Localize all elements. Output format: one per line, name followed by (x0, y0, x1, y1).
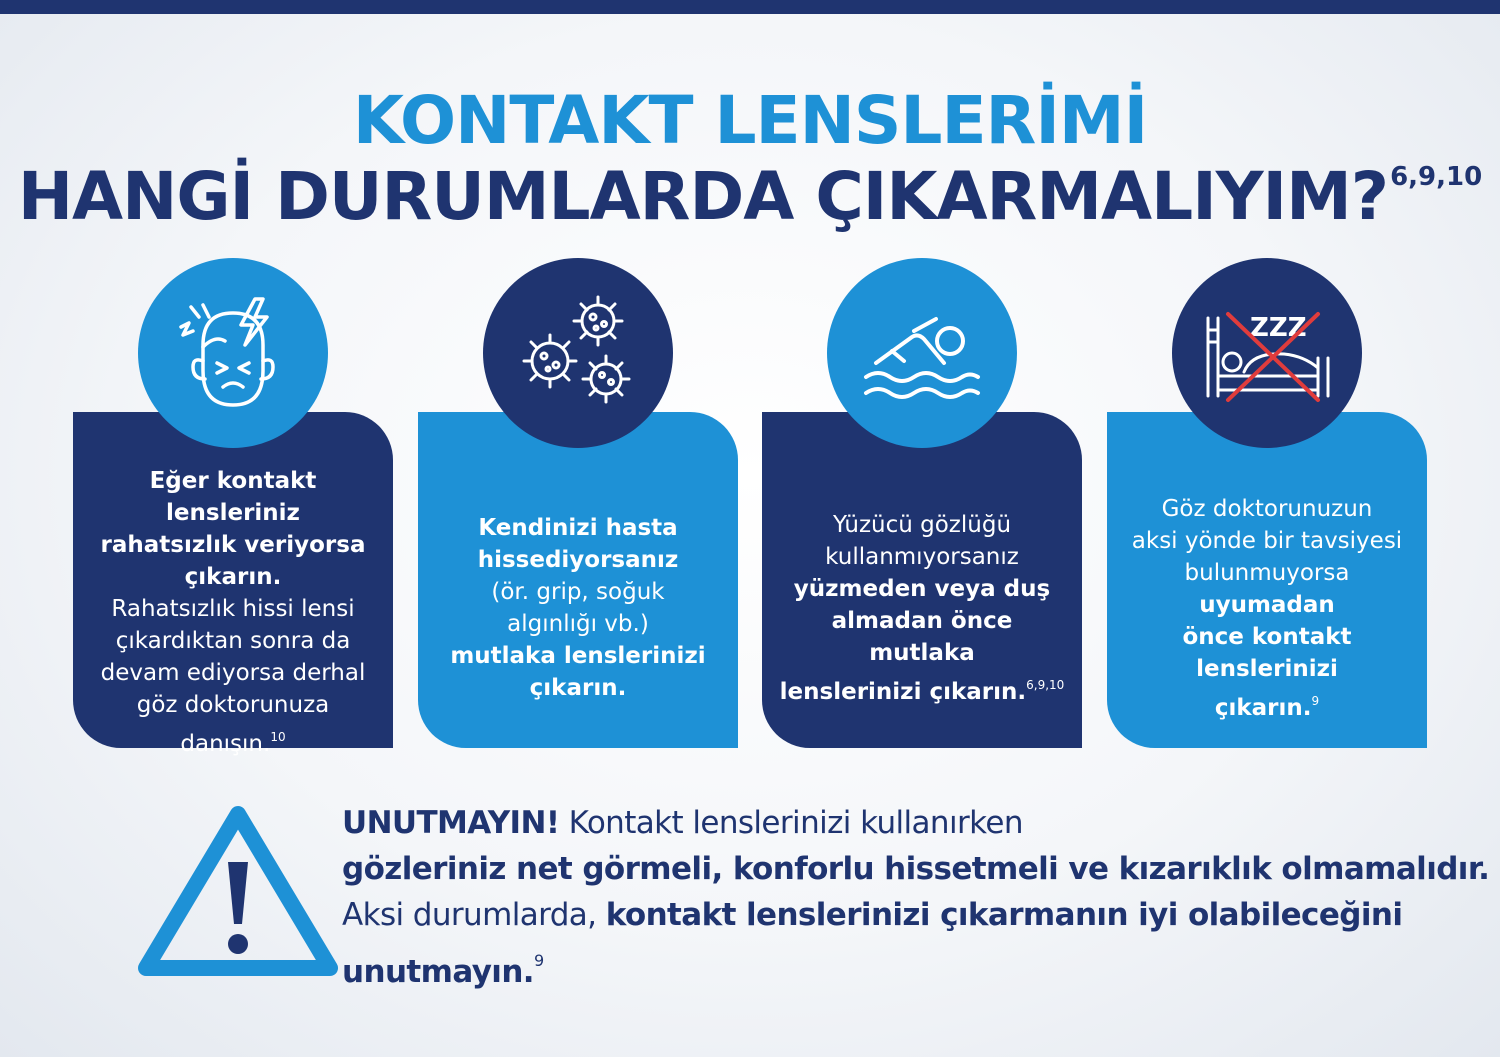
title-ref: 6,9,10 (1390, 162, 1483, 192)
card-discomfort (73, 412, 393, 757)
top-bar (0, 0, 1500, 14)
card-discomfort-text: Eğer kontakt lensleriniz rahatsızlık veriyorsa çıkarın. Rahatsızlık hissi lensi çıkardıktan sonra da devam ediyorsa derhal göz doktorunuza danışın.$^{10}$ (100, 467, 366, 757)
card-illness-text: Kendinizi hasta hissediyorsanız (ör. grip, soğuk algınlığı vb.) mutlaka lenslerinizi çıkarın. (450, 515, 706, 701)
card-sleeping-text: Göz doktorunuzun aksi yönde bir tavsiyesi bulunmuyorsa uyumadan önce kontakt lenslerinizi çıkarın.$^9$ (1131, 495, 1403, 721)
card-swimming-text: Yüzücü gözlüğü kullanmıyorsanız yüzmeden veya duş almadan önce mutlaka lenslerinizi çıkarın.$^{6,9,10}$ (779, 511, 1065, 705)
warning-lead: UNUTMAYIN! (342, 805, 560, 841)
virus-germs-icon (483, 258, 673, 448)
title-line-2: HANGİ DURUMLARDA ÇIKARMALIYIM?$^{6,9,10}$ (17, 158, 1483, 235)
card-illness (418, 412, 738, 748)
title-line-1: KONTAKT LENSLERİMİ (352, 82, 1148, 159)
card-swimming (762, 412, 1082, 748)
warning-message: UNUTMAYIN! Kontakt lenslerinizi kullanırken gözleriniz net görmeli, konforlu hissetmeli ve kızarıklık olmamalıdır. Aksi durumlarda, kontakt lenslerinizi çıkarmanın iyi olabileceğini unutmayın.$^9$ (342, 805, 1490, 990)
no-sleep-bed-icon (1172, 258, 1362, 448)
warning-triangle-icon (132, 800, 344, 986)
swimmer-icon (827, 258, 1017, 448)
card-sleeping (1107, 412, 1427, 748)
sleep-z-letters: ZZZ (1250, 313, 1307, 343)
headache-face-icon (138, 258, 328, 448)
